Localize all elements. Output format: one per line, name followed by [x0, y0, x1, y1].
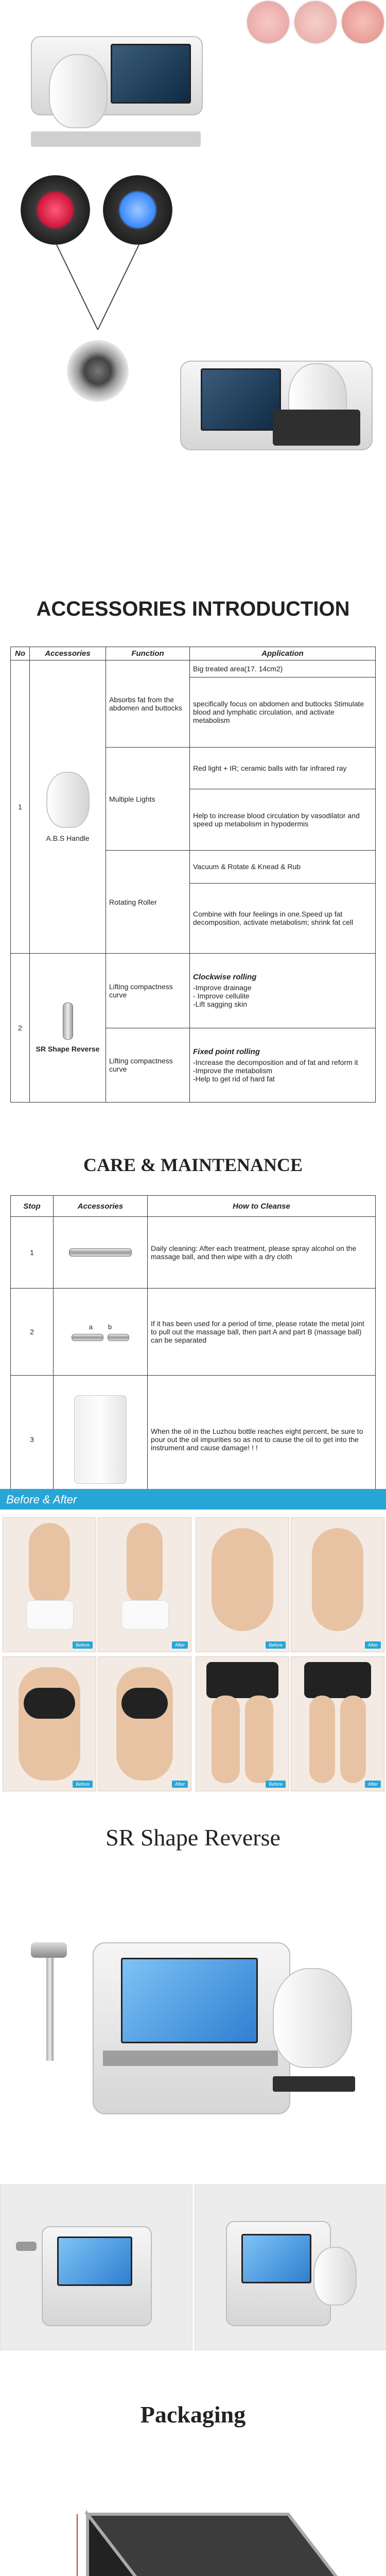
header-function: Function: [106, 647, 190, 660]
care-table: [10, 1195, 376, 1504]
product-title: SR Shape Reverse: [106, 1824, 280, 1851]
app-line: -Improve the metabolism: [193, 1066, 273, 1075]
care-title: CARE & MAINTENANCE: [83, 1155, 303, 1175]
before-photo: [3, 1656, 96, 1791]
before-after-banner: [0, 1489, 386, 1510]
app-line: -Improve drainage: [193, 984, 252, 992]
function-cell: Lifting compactness curve: [106, 954, 190, 1028]
device-screen: [121, 1958, 258, 2043]
hero-section: [0, 0, 386, 453]
app-line: - Improve cellulite: [193, 992, 250, 1001]
before-tag: Before: [73, 1781, 93, 1788]
accessories-table: [10, 647, 376, 1103]
function-cell: Absorbs fat from the abdomen and buttocks: [106, 660, 190, 748]
sr-roller-thumb: [63, 1003, 73, 1040]
product-angle-photo: [0, 2184, 192, 2350]
accessory-image-cell: [54, 1376, 148, 1504]
app-line: -Help to get rid of hard fat: [193, 1074, 275, 1083]
row-no: 3: [11, 1376, 54, 1504]
header-stop: Stop: [11, 1196, 54, 1217]
application-cell: specifically focus on abdomen and buttocks Stimulate blood and lymphatic circulation, and activate metabolism: [190, 677, 376, 747]
accessory-name: SR Shape Reverse: [36, 1045, 100, 1053]
table-header-row: [11, 647, 376, 660]
application-cell: [190, 1028, 376, 1103]
before-after-gallery: [0, 1515, 386, 1793]
banner-label: Before & After: [6, 1493, 77, 1506]
accessories-title: ACCESSORIES INTRODUCTION: [36, 598, 350, 620]
header-cleanse: How to Cleanse: [148, 1196, 376, 1217]
application-cell: Red light + IR; ceramic balls with far infrared ray: [190, 748, 376, 789]
flight-case-icon: [0, 2452, 386, 2576]
part-a-label: a: [89, 1323, 93, 1331]
abs-handle-thumb: [46, 772, 90, 828]
row-no: 2: [11, 954, 30, 1103]
table-row: [11, 1289, 376, 1376]
after-tag: After: [172, 1781, 188, 1788]
after-photo: [291, 1517, 384, 1652]
cleanse-text: Daily cleaning: After each treatment, please spray alcohol on the massage ball, and then wipe with a dry cloth: [148, 1217, 376, 1289]
roller-head-image: [67, 340, 129, 402]
header-no: No: [11, 647, 30, 660]
after-photo: [291, 1656, 384, 1791]
table-row: [11, 954, 376, 1028]
function-cell: Multiple Lights: [106, 748, 190, 851]
separated-roller-image: [57, 1334, 144, 1341]
row-no: 1: [11, 660, 30, 954]
header-application: Application: [190, 647, 376, 660]
row-no: 1: [11, 1217, 54, 1289]
table-row: [11, 1217, 376, 1289]
roller-rod-image: [69, 1248, 132, 1257]
table-row: [11, 660, 376, 677]
product-hero-image: [31, 1922, 360, 2138]
packaging-title: Packaging: [140, 2401, 246, 2428]
cleanse-text: If it has been used for a period of time, please rotate the metal joint to pull out the massage ball, then part A and part B (massage ball) can be separated: [148, 1289, 376, 1376]
cleanse-text: When the oil in the Luzhou bottle reaches eight percent, be sure to pour out the oil impurities so as not to cause the oil to get into the instrument and cause damage! ! !: [148, 1376, 376, 1504]
application-cell: Vacuum & Rotate & Knead & Rub: [190, 851, 376, 884]
device-screen: [201, 368, 281, 431]
accessory-image-cell: [54, 1289, 148, 1376]
table-header-row: [11, 1196, 376, 1217]
after-photo: [98, 1656, 191, 1791]
oil-bottle-image: [74, 1395, 127, 1484]
part-b-label: b: [108, 1323, 112, 1331]
packaging-case-image: [0, 2452, 386, 2576]
app-line: -Increase the decomposition and of fat and reform it: [193, 1058, 358, 1066]
row-accessory: [30, 660, 106, 954]
accessory-name: A.B.S Handle: [46, 834, 90, 842]
before-tag: Before: [73, 1641, 93, 1649]
application-cell: Help to increase blood circulation by vasodilator and speed up metabolism in hypodermis: [190, 789, 376, 850]
header-accessories: Accessories: [54, 1196, 148, 1217]
function-cell: Lifting compactness curve: [106, 1028, 190, 1103]
app-title: Clockwise rolling: [193, 973, 257, 982]
product-angle-photo: [195, 2184, 386, 2350]
before-photo: [196, 1517, 289, 1652]
before-photo: [3, 1517, 96, 1652]
after-tag: After: [172, 1641, 188, 1649]
row-no: 2: [11, 1289, 54, 1376]
app-title: Fixed point rolling: [193, 1047, 260, 1056]
before-tag: Before: [266, 1781, 286, 1788]
before-photo: [196, 1656, 289, 1791]
table-row: [11, 1376, 376, 1504]
application-cell: [190, 954, 376, 1028]
application-cell: Combine with four feelings in one.Speed up fat decomposition, activate metabolism; shrink fat cell: [190, 883, 376, 953]
function-cell: Rotating Roller: [106, 851, 190, 954]
row-accessory: [30, 954, 106, 1103]
after-tag: After: [365, 1641, 381, 1649]
after-photo: [98, 1517, 191, 1652]
accessory-image-cell: [54, 1217, 148, 1289]
device-tray: [273, 410, 360, 446]
app-line: -Lift sagging skin: [193, 1000, 248, 1009]
after-tag: After: [365, 1781, 381, 1788]
application-cell: Big treated area(17. 14cm2): [190, 660, 376, 677]
header-accessories: Accessories: [30, 647, 106, 660]
before-tag: Before: [266, 1641, 286, 1649]
